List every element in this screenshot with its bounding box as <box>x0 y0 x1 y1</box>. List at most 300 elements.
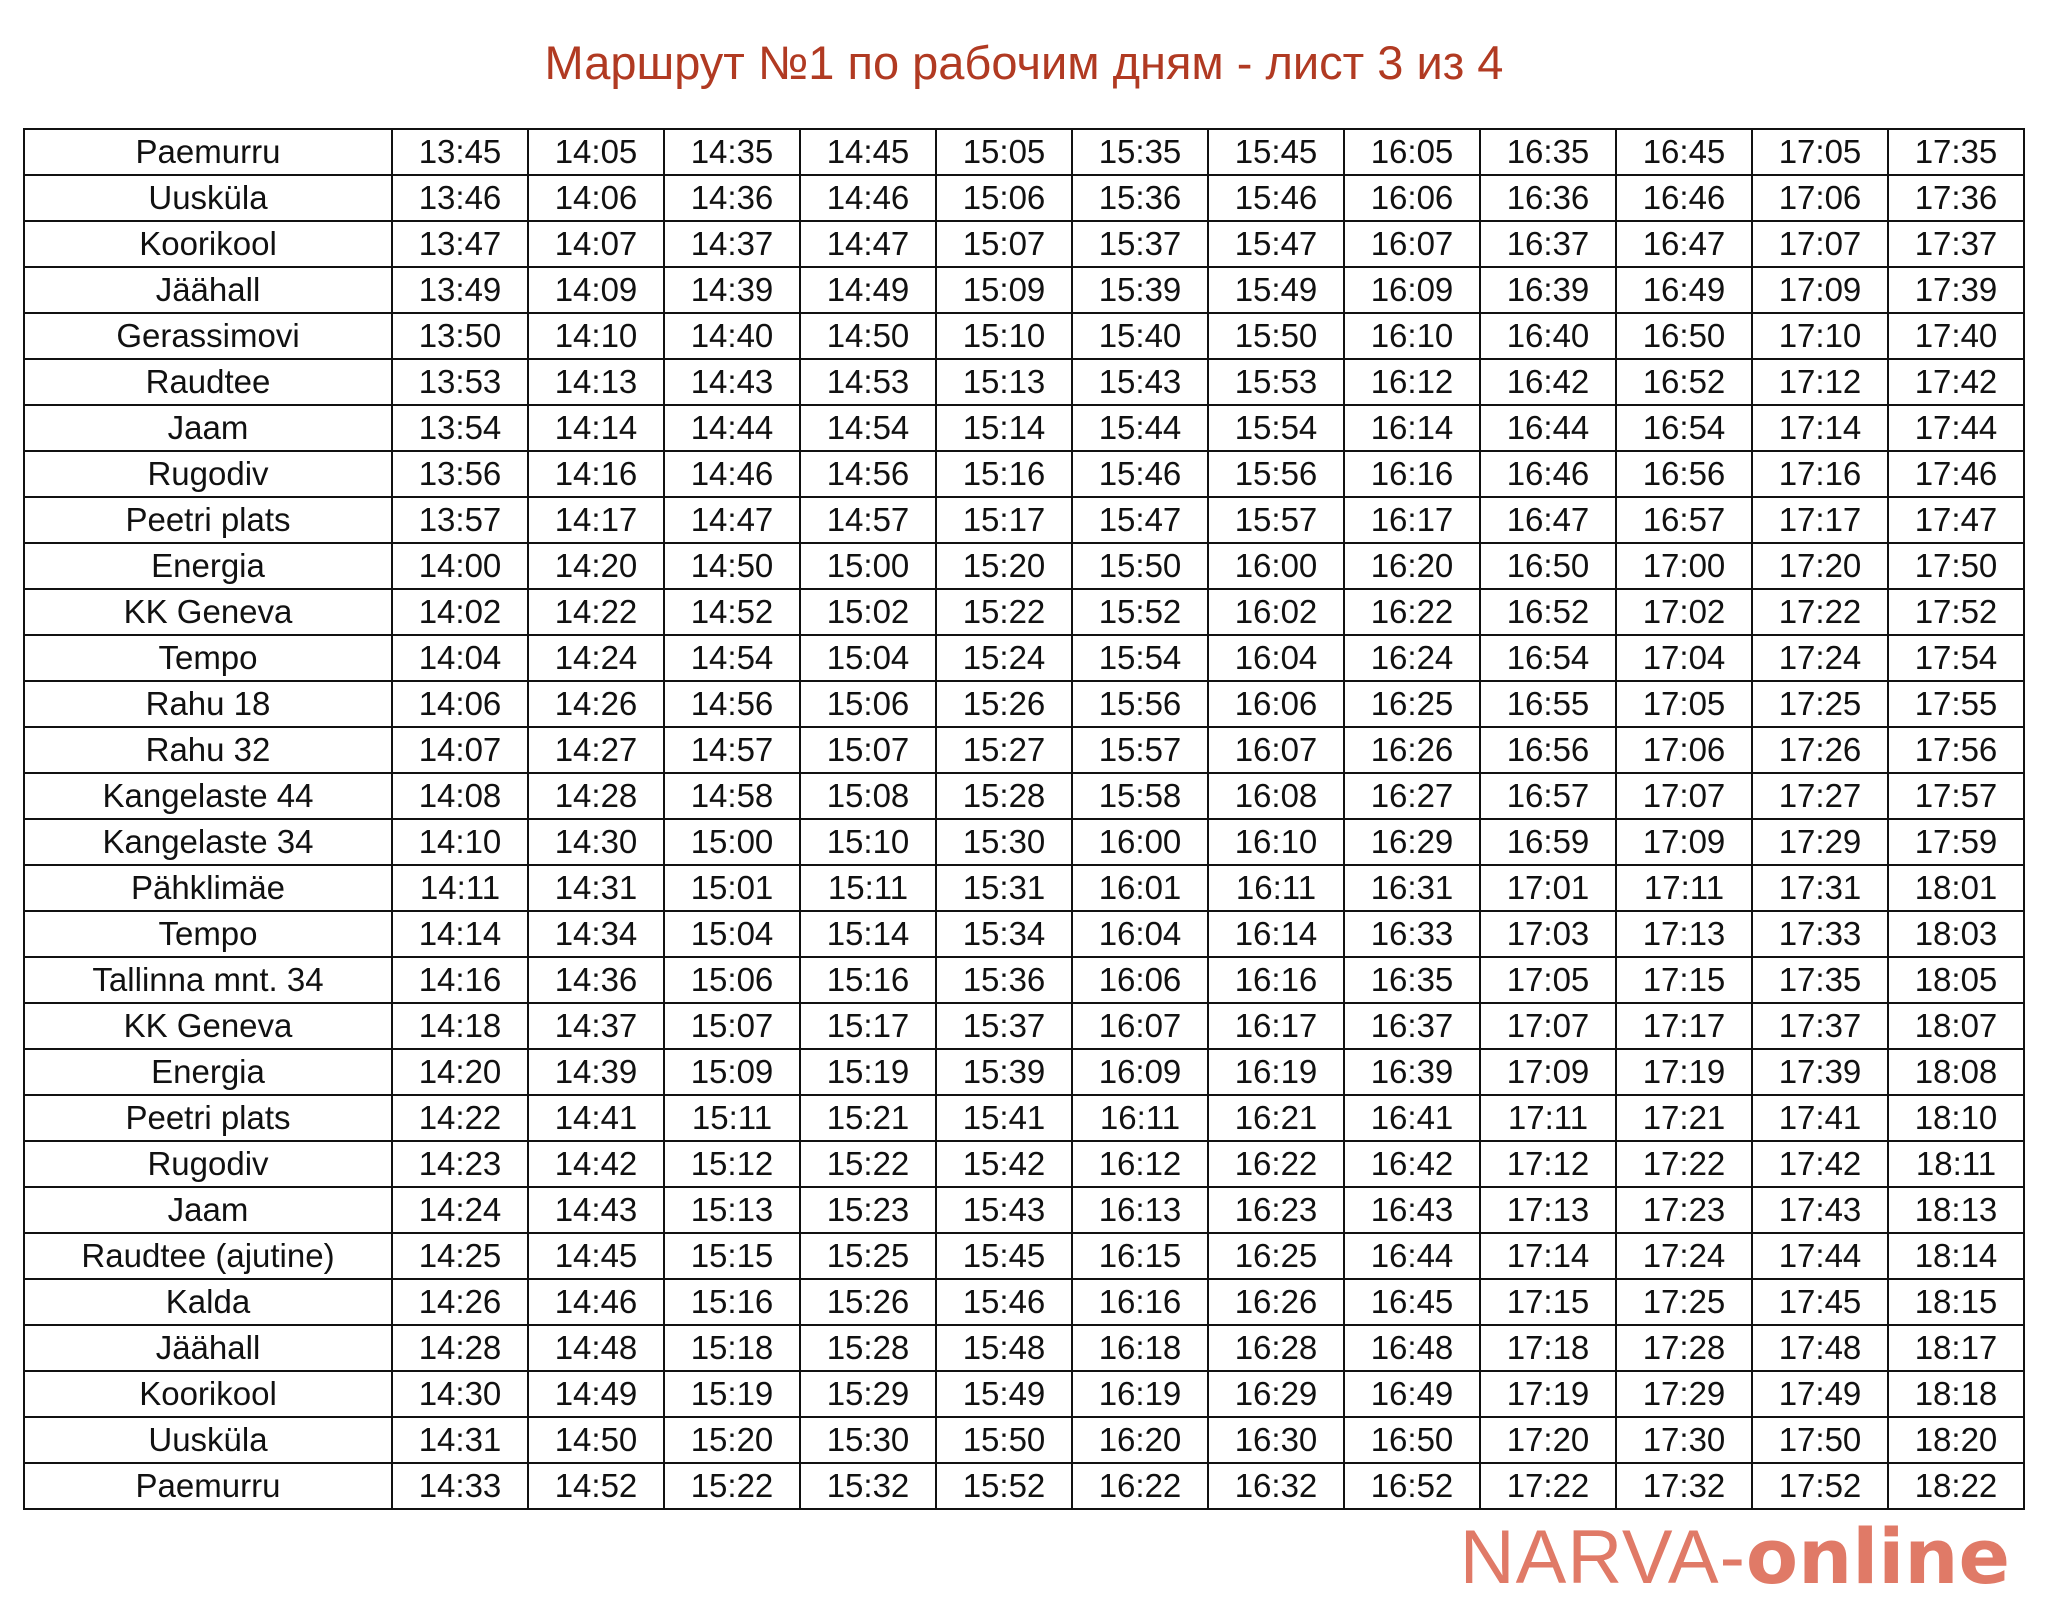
departure-time-cell: 14:54 <box>800 405 936 451</box>
departure-time-cell: 14:56 <box>664 681 800 727</box>
departure-time-cell: 15:16 <box>664 1279 800 1325</box>
departure-time-cell: 15:34 <box>936 911 1072 957</box>
departure-time-cell: 14:27 <box>528 727 664 773</box>
departure-time-cell: 15:00 <box>664 819 800 865</box>
departure-time-cell: 15:14 <box>936 405 1072 451</box>
departure-time-cell: 15:20 <box>664 1417 800 1463</box>
departure-time-cell: 16:27 <box>1344 773 1480 819</box>
departure-time-cell: 15:17 <box>800 1003 936 1049</box>
departure-time-cell: 18:13 <box>1888 1187 2024 1233</box>
departure-time-cell: 17:28 <box>1616 1325 1752 1371</box>
departure-time-cell: 17:24 <box>1616 1233 1752 1279</box>
departure-time-cell: 17:37 <box>1752 1003 1888 1049</box>
departure-time-cell: 17:48 <box>1752 1325 1888 1371</box>
departure-time-cell: 17:19 <box>1480 1371 1616 1417</box>
table-row <box>24 1417 2024 1463</box>
departure-time-cell: 17:32 <box>1616 1463 1752 1509</box>
departure-time-cell: 16:24 <box>1344 635 1480 681</box>
timetable <box>23 128 2025 1510</box>
departure-time-cell: 17:25 <box>1752 681 1888 727</box>
table-row <box>24 1463 2024 1509</box>
departure-time-cell: 14:50 <box>664 543 800 589</box>
departure-time-cell: 16:52 <box>1344 1463 1480 1509</box>
departure-time-cell: 16:50 <box>1344 1417 1480 1463</box>
departure-time-cell: 15:44 <box>1072 405 1208 451</box>
departure-time-cell: 17:24 <box>1752 635 1888 681</box>
departure-time-cell: 18:08 <box>1888 1049 2024 1095</box>
departure-time-cell: 15:06 <box>936 175 1072 221</box>
departure-time-cell: 17:02 <box>1616 589 1752 635</box>
departure-time-cell: 14:41 <box>528 1095 664 1141</box>
departure-time-cell: 17:09 <box>1616 819 1752 865</box>
table-row <box>24 635 2024 681</box>
departure-time-cell: 13:50 <box>392 313 528 359</box>
departure-time-cell: 15:57 <box>1072 727 1208 773</box>
departure-time-cell: 15:28 <box>800 1325 936 1371</box>
departure-time-cell: 17:52 <box>1888 589 2024 635</box>
departure-time-cell: 17:52 <box>1752 1463 1888 1509</box>
departure-time-cell: 15:26 <box>936 681 1072 727</box>
departure-time-cell: 16:25 <box>1344 681 1480 727</box>
departure-time-cell: 15:18 <box>664 1325 800 1371</box>
departure-time-cell: 16:35 <box>1344 957 1480 1003</box>
departure-time-cell: 13:53 <box>392 359 528 405</box>
departure-time-cell: 16:41 <box>1344 1095 1480 1141</box>
departure-time-cell: 15:11 <box>664 1095 800 1141</box>
departure-time-cell: 15:08 <box>800 773 936 819</box>
departure-time-cell: 15:47 <box>1072 497 1208 543</box>
departure-time-cell: 17:05 <box>1480 957 1616 1003</box>
departure-time-cell: 16:07 <box>1072 1003 1208 1049</box>
departure-time-cell: 15:52 <box>936 1463 1072 1509</box>
departure-time-cell: 15:31 <box>936 865 1072 911</box>
departure-time-cell: 17:26 <box>1752 727 1888 773</box>
departure-time-cell: 15:16 <box>800 957 936 1003</box>
departure-time-cell: 15:10 <box>936 313 1072 359</box>
page-title: Маршрут №1 по рабочим дням - лист 3 из 4 <box>544 36 1504 89</box>
departure-time-cell: 17:30 <box>1616 1417 1752 1463</box>
table-row <box>24 175 2024 221</box>
table-row <box>24 1371 2024 1417</box>
stop-name-cell: Raudtee (ajutine) <box>24 1233 392 1279</box>
departure-time-cell: 14:48 <box>528 1325 664 1371</box>
departure-time-cell: 14:39 <box>528 1049 664 1095</box>
departure-time-cell: 16:23 <box>1208 1187 1344 1233</box>
departure-time-cell: 16:12 <box>1344 359 1480 405</box>
departure-time-cell: 14:20 <box>528 543 664 589</box>
departure-time-cell: 17:21 <box>1616 1095 1752 1141</box>
departure-time-cell: 16:02 <box>1208 589 1344 635</box>
departure-time-cell: 17:42 <box>1752 1141 1888 1187</box>
departure-time-cell: 18:10 <box>1888 1095 2024 1141</box>
departure-time-cell: 17:39 <box>1888 267 2024 313</box>
departure-time-cell: 17:11 <box>1480 1095 1616 1141</box>
table-row <box>24 1095 2024 1141</box>
departure-time-cell: 15:07 <box>800 727 936 773</box>
departure-time-cell: 15:22 <box>936 589 1072 635</box>
departure-time-cell: 15:09 <box>936 267 1072 313</box>
departure-time-cell: 17:42 <box>1888 359 2024 405</box>
departure-time-cell: 16:00 <box>1208 543 1344 589</box>
departure-time-cell: 15:17 <box>936 497 1072 543</box>
departure-time-cell: 14:06 <box>528 175 664 221</box>
departure-time-cell: 17:19 <box>1616 1049 1752 1095</box>
departure-time-cell: 16:37 <box>1480 221 1616 267</box>
table-row <box>24 267 2024 313</box>
stop-name-cell: Tallinna mnt. 34 <box>24 957 392 1003</box>
departure-time-cell: 16:14 <box>1344 405 1480 451</box>
departure-time-cell: 17:55 <box>1888 681 2024 727</box>
departure-time-cell: 17:46 <box>1888 451 2024 497</box>
departure-time-cell: 17:07 <box>1480 1003 1616 1049</box>
departure-time-cell: 15:11 <box>800 865 936 911</box>
departure-time-cell: 16:50 <box>1616 313 1752 359</box>
departure-time-cell: 15:07 <box>936 221 1072 267</box>
departure-time-cell: 17:18 <box>1480 1325 1616 1371</box>
departure-time-cell: 17:14 <box>1480 1233 1616 1279</box>
departure-time-cell: 15:49 <box>1208 267 1344 313</box>
departure-time-cell: 15:10 <box>800 819 936 865</box>
departure-time-cell: 14:00 <box>392 543 528 589</box>
departure-time-cell: 16:54 <box>1480 635 1616 681</box>
departure-time-cell: 14:46 <box>664 451 800 497</box>
departure-time-cell: 16:48 <box>1344 1325 1480 1371</box>
departure-time-cell: 15:46 <box>1208 175 1344 221</box>
table-row <box>24 819 2024 865</box>
departure-time-cell: 14:52 <box>664 589 800 635</box>
departure-time-cell: 15:26 <box>800 1279 936 1325</box>
departure-time-cell: 15:45 <box>936 1233 1072 1279</box>
stop-name-cell: Energia <box>24 1049 392 1095</box>
departure-time-cell: 15:06 <box>664 957 800 1003</box>
table-row <box>24 1141 2024 1187</box>
departure-time-cell: 17:20 <box>1480 1417 1616 1463</box>
departure-time-cell: 17:25 <box>1616 1279 1752 1325</box>
departure-time-cell: 14:11 <box>392 865 528 911</box>
table-row <box>24 497 2024 543</box>
departure-time-cell: 14:30 <box>528 819 664 865</box>
departure-time-cell: 16:15 <box>1072 1233 1208 1279</box>
departure-time-cell: 17:40 <box>1888 313 2024 359</box>
departure-time-cell: 18:03 <box>1888 911 2024 957</box>
table-row <box>24 773 2024 819</box>
departure-time-cell: 16:44 <box>1480 405 1616 451</box>
table-row <box>24 359 2024 405</box>
stop-name-cell: KK Geneva <box>24 1003 392 1049</box>
departure-time-cell: 15:49 <box>936 1371 1072 1417</box>
departure-time-cell: 14:47 <box>664 497 800 543</box>
departure-time-cell: 16:09 <box>1344 267 1480 313</box>
departure-time-cell: 17:00 <box>1616 543 1752 589</box>
departure-time-cell: 14:17 <box>528 497 664 543</box>
departure-time-cell: 16:47 <box>1480 497 1616 543</box>
table-row <box>24 1049 2024 1095</box>
stop-name-cell: Uusküla <box>24 175 392 221</box>
stop-name-cell: Kangelaste 44 <box>24 773 392 819</box>
departure-time-cell: 17:50 <box>1752 1417 1888 1463</box>
departure-time-cell: 17:05 <box>1752 129 1888 175</box>
departure-time-cell: 14:46 <box>528 1279 664 1325</box>
departure-time-cell: 16:13 <box>1072 1187 1208 1233</box>
departure-time-cell: 15:39 <box>1072 267 1208 313</box>
stop-name-cell: Rugodiv <box>24 451 392 497</box>
timetable-body <box>24 129 2024 1509</box>
table-row <box>24 957 2024 1003</box>
departure-time-cell: 14:10 <box>392 819 528 865</box>
departure-time-cell: 18:17 <box>1888 1325 2024 1371</box>
stop-name-cell: Tempo <box>24 635 392 681</box>
departure-time-cell: 15:50 <box>936 1417 1072 1463</box>
departure-time-cell: 16:43 <box>1344 1187 1480 1233</box>
departure-time-cell: 15:56 <box>1208 451 1344 497</box>
departure-time-cell: 16:19 <box>1072 1371 1208 1417</box>
departure-time-cell: 13:56 <box>392 451 528 497</box>
departure-time-cell: 16:35 <box>1480 129 1616 175</box>
departure-time-cell: 15:19 <box>800 1049 936 1095</box>
departure-time-cell: 15:47 <box>1208 221 1344 267</box>
departure-time-cell: 15:22 <box>664 1463 800 1509</box>
departure-time-cell: 16:25 <box>1208 1233 1344 1279</box>
departure-time-cell: 13:49 <box>392 267 528 313</box>
stop-name-cell: Kangelaste 34 <box>24 819 392 865</box>
departure-time-cell: 15:40 <box>1072 313 1208 359</box>
table-row <box>24 1325 2024 1371</box>
departure-time-cell: 15:48 <box>936 1325 1072 1371</box>
departure-time-cell: 15:50 <box>1072 543 1208 589</box>
departure-time-cell: 17:15 <box>1616 957 1752 1003</box>
departure-time-cell: 15:35 <box>1072 129 1208 175</box>
departure-time-cell: 17:11 <box>1616 865 1752 911</box>
departure-time-cell: 16:57 <box>1480 773 1616 819</box>
departure-time-cell: 16:09 <box>1072 1049 1208 1095</box>
table-row <box>24 451 2024 497</box>
departure-time-cell: 16:04 <box>1208 635 1344 681</box>
stop-name-cell: Jaam <box>24 405 392 451</box>
departure-time-cell: 15:13 <box>664 1187 800 1233</box>
departure-time-cell: 16:54 <box>1616 405 1752 451</box>
departure-time-cell: 16:10 <box>1344 313 1480 359</box>
departure-time-cell: 15:07 <box>664 1003 800 1049</box>
departure-time-cell: 14:18 <box>392 1003 528 1049</box>
departure-time-cell: 17:47 <box>1888 497 2024 543</box>
departure-time-cell: 17:56 <box>1888 727 2024 773</box>
departure-time-cell: 14:14 <box>392 911 528 957</box>
departure-time-cell: 13:54 <box>392 405 528 451</box>
departure-time-cell: 16:37 <box>1344 1003 1480 1049</box>
departure-time-cell: 16:22 <box>1208 1141 1344 1187</box>
departure-time-cell: 17:12 <box>1480 1141 1616 1187</box>
departure-time-cell: 17:13 <box>1480 1187 1616 1233</box>
departure-time-cell: 14:57 <box>800 497 936 543</box>
departure-time-cell: 17:03 <box>1480 911 1616 957</box>
departure-time-cell: 15:22 <box>800 1141 936 1187</box>
departure-time-cell: 13:45 <box>392 129 528 175</box>
departure-time-cell: 14:13 <box>528 359 664 405</box>
departure-time-cell: 16:22 <box>1072 1463 1208 1509</box>
departure-time-cell: 14:26 <box>528 681 664 727</box>
departure-time-cell: 16:17 <box>1344 497 1480 543</box>
departure-time-cell: 15:05 <box>936 129 1072 175</box>
table-row <box>24 543 2024 589</box>
departure-time-cell: 16:11 <box>1208 865 1344 911</box>
departure-time-cell: 15:37 <box>1072 221 1208 267</box>
departure-time-cell: 17:27 <box>1752 773 1888 819</box>
departure-time-cell: 15:39 <box>936 1049 1072 1095</box>
departure-time-cell: 14:22 <box>392 1095 528 1141</box>
departure-time-cell: 16:18 <box>1072 1325 1208 1371</box>
departure-time-cell: 15:53 <box>1208 359 1344 405</box>
departure-time-cell: 16:06 <box>1208 681 1344 727</box>
departure-time-cell: 16:01 <box>1072 865 1208 911</box>
departure-time-cell: 16:46 <box>1616 175 1752 221</box>
departure-time-cell: 14:40 <box>664 313 800 359</box>
departure-time-cell: 14:07 <box>392 727 528 773</box>
departure-time-cell: 17:12 <box>1752 359 1888 405</box>
departure-time-cell: 14:44 <box>664 405 800 451</box>
table-row <box>24 1003 2024 1049</box>
table-row <box>24 589 2024 635</box>
departure-time-cell: 17:54 <box>1888 635 2024 681</box>
departure-time-cell: 17:07 <box>1752 221 1888 267</box>
departure-time-cell: 15:20 <box>936 543 1072 589</box>
departure-time-cell: 15:58 <box>1072 773 1208 819</box>
departure-time-cell: 15:13 <box>936 359 1072 405</box>
departure-time-cell: 14:49 <box>528 1371 664 1417</box>
stop-name-cell: Rugodiv <box>24 1141 392 1187</box>
departure-time-cell: 14:37 <box>528 1003 664 1049</box>
departure-time-cell: 16:19 <box>1208 1049 1344 1095</box>
departure-time-cell: 17:23 <box>1616 1187 1752 1233</box>
departure-time-cell: 16:16 <box>1072 1279 1208 1325</box>
departure-time-cell: 14:06 <box>392 681 528 727</box>
departure-time-cell: 15:36 <box>936 957 1072 1003</box>
departure-time-cell: 15:37 <box>936 1003 1072 1049</box>
departure-time-cell: 14:07 <box>528 221 664 267</box>
departure-time-cell: 17:31 <box>1752 865 1888 911</box>
departure-time-cell: 16:49 <box>1616 267 1752 313</box>
stop-name-cell: Jäähall <box>24 267 392 313</box>
departure-time-cell: 18:15 <box>1888 1279 2024 1325</box>
departure-time-cell: 16:04 <box>1072 911 1208 957</box>
departure-time-cell: 15:12 <box>664 1141 800 1187</box>
departure-time-cell: 15:19 <box>664 1371 800 1417</box>
departure-time-cell: 14:24 <box>392 1187 528 1233</box>
departure-time-cell: 14:54 <box>664 635 800 681</box>
departure-time-cell: 17:13 <box>1616 911 1752 957</box>
departure-time-cell: 15:00 <box>800 543 936 589</box>
departure-time-cell: 16:31 <box>1344 865 1480 911</box>
departure-time-cell: 16:57 <box>1616 497 1752 543</box>
departure-time-cell: 17:16 <box>1752 451 1888 497</box>
stop-name-cell: KK Geneva <box>24 589 392 635</box>
departure-time-cell: 16:30 <box>1208 1417 1344 1463</box>
departure-time-cell: 17:35 <box>1752 957 1888 1003</box>
departure-time-cell: 17:09 <box>1480 1049 1616 1095</box>
departure-time-cell: 16:39 <box>1344 1049 1480 1095</box>
departure-time-cell: 16:26 <box>1344 727 1480 773</box>
departure-time-cell: 17:10 <box>1752 313 1888 359</box>
departure-time-cell: 16:47 <box>1616 221 1752 267</box>
departure-time-cell: 17:06 <box>1616 727 1752 773</box>
departure-time-cell: 17:45 <box>1752 1279 1888 1325</box>
departure-time-cell: 14:57 <box>664 727 800 773</box>
departure-time-cell: 16:44 <box>1344 1233 1480 1279</box>
narva-online-logo <box>1410 1512 2010 1603</box>
departure-time-cell: 16:16 <box>1208 957 1344 1003</box>
departure-time-cell: 16:56 <box>1480 727 1616 773</box>
stop-name-cell: Uusküla <box>24 1417 392 1463</box>
departure-time-cell: 14:50 <box>528 1417 664 1463</box>
departure-time-cell: 16:00 <box>1072 819 1208 865</box>
table-row <box>24 313 2024 359</box>
departure-time-cell: 16:20 <box>1344 543 1480 589</box>
departure-time-cell: 17:04 <box>1616 635 1752 681</box>
departure-time-cell: 16:39 <box>1480 267 1616 313</box>
departure-time-cell: 15:01 <box>664 865 800 911</box>
table-row <box>24 1233 2024 1279</box>
departure-time-cell: 16:45 <box>1616 129 1752 175</box>
stop-name-cell: Rahu 32 <box>24 727 392 773</box>
departure-time-cell: 17:22 <box>1480 1463 1616 1509</box>
logo-text-narva: NARVA- <box>1459 1515 1746 1600</box>
departure-time-cell: 15:41 <box>936 1095 1072 1141</box>
departure-time-cell: 17:22 <box>1752 589 1888 635</box>
departure-time-cell: 14:45 <box>528 1233 664 1279</box>
departure-time-cell: 16:42 <box>1344 1141 1480 1187</box>
departure-time-cell: 16:55 <box>1480 681 1616 727</box>
departure-time-cell: 15:04 <box>800 635 936 681</box>
departure-time-cell: 16:10 <box>1208 819 1344 865</box>
departure-time-cell: 16:20 <box>1072 1417 1208 1463</box>
departure-time-cell: 14:43 <box>664 359 800 405</box>
departure-time-cell: 14:04 <box>392 635 528 681</box>
departure-time-cell: 16:52 <box>1616 359 1752 405</box>
departure-time-cell: 16:12 <box>1072 1141 1208 1187</box>
departure-time-cell: 16:17 <box>1208 1003 1344 1049</box>
stop-name-cell: Paemurru <box>24 1463 392 1509</box>
stop-name-cell: Jaam <box>24 1187 392 1233</box>
departure-time-cell: 16:05 <box>1344 129 1480 175</box>
stop-name-cell: Gerassimovi <box>24 313 392 359</box>
departure-time-cell: 17:20 <box>1752 543 1888 589</box>
departure-time-cell: 14:22 <box>528 589 664 635</box>
departure-time-cell: 18:01 <box>1888 865 2024 911</box>
departure-time-cell: 16:36 <box>1480 175 1616 221</box>
stop-name-cell: Peetri plats <box>24 1095 392 1141</box>
departure-time-cell: 17:59 <box>1888 819 2024 865</box>
departure-time-cell: 14:56 <box>800 451 936 497</box>
departure-time-cell: 17:44 <box>1752 1233 1888 1279</box>
departure-time-cell: 17:50 <box>1888 543 2024 589</box>
stop-name-cell: Raudtee <box>24 359 392 405</box>
departure-time-cell: 16:49 <box>1344 1371 1480 1417</box>
table-row <box>24 1279 2024 1325</box>
departure-time-cell: 15:36 <box>1072 175 1208 221</box>
departure-time-cell: 16:29 <box>1208 1371 1344 1417</box>
departure-time-cell: 16:33 <box>1344 911 1480 957</box>
table-row <box>24 865 2024 911</box>
departure-time-cell: 14:42 <box>528 1141 664 1187</box>
departure-time-cell: 14:39 <box>664 267 800 313</box>
departure-time-cell: 16:06 <box>1344 175 1480 221</box>
departure-time-cell: 13:57 <box>392 497 528 543</box>
departure-time-cell: 13:47 <box>392 221 528 267</box>
departure-time-cell: 16:42 <box>1480 359 1616 405</box>
departure-time-cell: 14:30 <box>392 1371 528 1417</box>
departure-time-cell: 17:33 <box>1752 911 1888 957</box>
departure-time-cell: 14:36 <box>528 957 664 1003</box>
departure-time-cell: 14:09 <box>528 267 664 313</box>
